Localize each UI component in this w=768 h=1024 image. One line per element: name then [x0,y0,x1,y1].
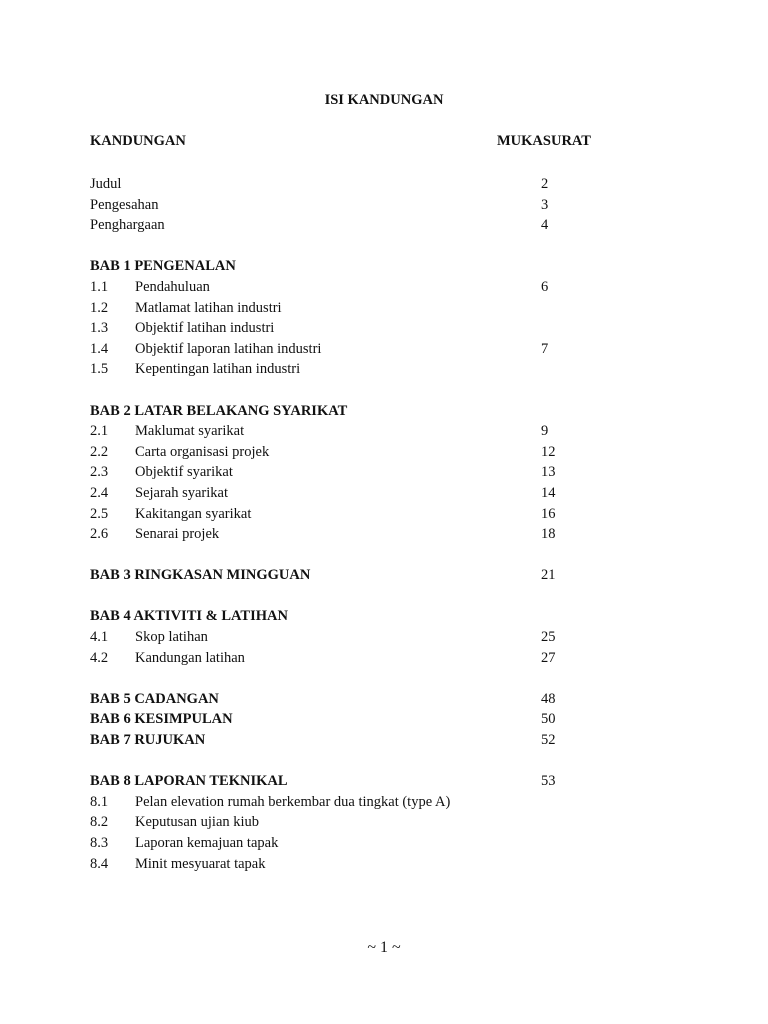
table-of-contents [0,174,768,874]
toc-entry-row [0,854,768,875]
toc-chapter-row [0,256,768,277]
toc-chapter-row [0,689,768,710]
toc-page-number: 50 [541,711,556,728]
toc-entry-title: Keputusan ujian kiub [135,814,260,831]
toc-entry-title: Sejarah syarikat [135,484,229,501]
toc-entry-title: Penghargaan [90,217,165,234]
toc-entry-row [0,359,768,380]
toc-page-number: 14 [541,484,556,501]
toc-entry-row [0,318,768,339]
toc-entry-number: 8.3 [90,835,109,851]
toc-page-number: 4 [541,217,549,234]
toc-entry-row [0,833,768,854]
toc-spacer [0,380,768,401]
toc-entry-number: 2.3 [90,464,109,481]
toc-entry-title: Matlamat latihan industri [135,299,282,316]
toc-page-number: 9 [541,423,549,440]
toc-spacer [0,668,768,689]
toc-entry-row [0,648,768,669]
toc-entry-title: Kepentingan latihan industri [135,361,301,378]
toc-page-number: 48 [541,690,556,707]
page-title: ISI KANDUNGAN [324,92,444,108]
toc-entry-title: Objektif laporan latihan industri [135,340,322,357]
toc-entry-row [0,442,768,463]
toc-entry-row [0,195,768,216]
contents-column-header: KANDUNGAN [90,133,186,149]
toc-entry-title: Laporan kemajuan tapak [135,835,279,851]
toc-entry-row [0,174,768,195]
toc-spacer [0,751,768,772]
toc-entry-row [0,524,768,545]
toc-page-number: 25 [541,629,556,646]
toc-chapter-row [0,606,768,627]
toc-chapter-row [0,771,768,792]
toc-page-number: 2 [541,176,549,192]
toc-chapter-title: BAB 1 PENGENALAN [90,258,236,275]
toc-page-number: 12 [541,443,556,460]
toc-entry-title: Maklumat syarikat [135,423,245,440]
toc-spacer [0,586,768,607]
toc-entry-title: Kakitangan syarikat [135,505,252,522]
toc-entry-number: 8.4 [90,855,109,872]
toc-entry-row [0,339,768,360]
toc-page-number: 7 [541,340,549,357]
toc-entry-row [0,215,768,236]
toc-entry-title: Carta organisasi projek [135,443,270,460]
toc-entry-row [0,504,768,525]
toc-chapter-title: BAB 3 RINGKASAN MINGGUAN [90,567,311,584]
toc-chapter-row [0,401,768,422]
toc-chapter-title: BAB 2 LATAR BELAKANG SYARIKAT [90,402,348,419]
toc-chapter-title: BAB 6 KESIMPULAN [90,711,233,728]
toc-entry-number: 1.2 [90,299,109,316]
toc-entry-number: 8.1 [90,793,109,810]
toc-entry-number: 4.2 [90,649,109,666]
toc-page-number: 27 [541,649,556,666]
toc-entry-title: Kandungan latihan [135,649,245,666]
toc-entry-row [0,462,768,483]
toc-entry-number: 2.1 [90,423,109,440]
toc-chapter-title: BAB 8 LAPORAN TEKNIKAL [90,773,288,790]
page-column-header: MUKASURAT [497,133,591,149]
toc-chapter-title: BAB 4 AKTIVITI & LATIHAN [90,608,288,625]
page-number-footer: ~ 1 ~ [367,939,401,956]
toc-page-number: 21 [541,567,556,584]
toc-entry-row [0,627,768,648]
toc-entry-row [0,812,768,833]
toc-chapter-row [0,565,768,586]
toc-entry-title: Skop latihan [135,629,208,646]
toc-chapter-row [0,709,768,730]
toc-entry-number: 1.1 [90,278,109,295]
toc-page-number: 52 [541,732,556,749]
toc-entry-title: Objektif syarikat [135,464,233,481]
toc-entry-number: 4.1 [90,629,109,646]
toc-entry-number: 8.2 [90,814,109,831]
toc-entry-number: 1.4 [90,340,109,357]
toc-entry-number: 2.5 [90,505,109,522]
toc-page-number: 18 [541,526,556,543]
toc-spacer [0,236,768,257]
toc-entry-row [0,792,768,813]
toc-entry-number: 2.6 [90,526,109,543]
toc-entry-title: Senarai projek [135,526,220,543]
toc-entry-number: 2.2 [90,443,109,460]
toc-entry-row [0,277,768,298]
toc-entry-title: Minit mesyuarat tapak [135,855,266,872]
toc-entry-title: Pendahuluan [135,278,210,295]
toc-chapter-row [0,730,768,751]
toc-entry-title: Judul [90,176,122,192]
toc-entry-title: Pelan elevation rumah berkembar dua tingkat (type A) [135,793,451,810]
toc-page-number: 16 [541,505,556,522]
toc-page-number: 6 [541,278,549,295]
toc-spacer [0,545,768,566]
toc-entry-number: 1.5 [90,361,109,378]
toc-entry-number: 1.3 [90,320,109,337]
toc-page-number: 13 [541,464,556,481]
toc-entry-row [0,421,768,442]
toc-entry-number: 2.4 [90,484,109,501]
toc-chapter-title: BAB 7 RUJUKAN [90,732,206,749]
toc-entry-title: Pengesahan [90,196,159,213]
toc-page-number: 3 [541,196,549,213]
toc-entry-row [0,483,768,504]
toc-chapter-title: BAB 5 CADANGAN [90,690,219,707]
toc-page-number: 53 [541,773,556,790]
toc-entry-row [0,298,768,319]
toc-entry-title: Objektif latihan industri [135,320,275,337]
